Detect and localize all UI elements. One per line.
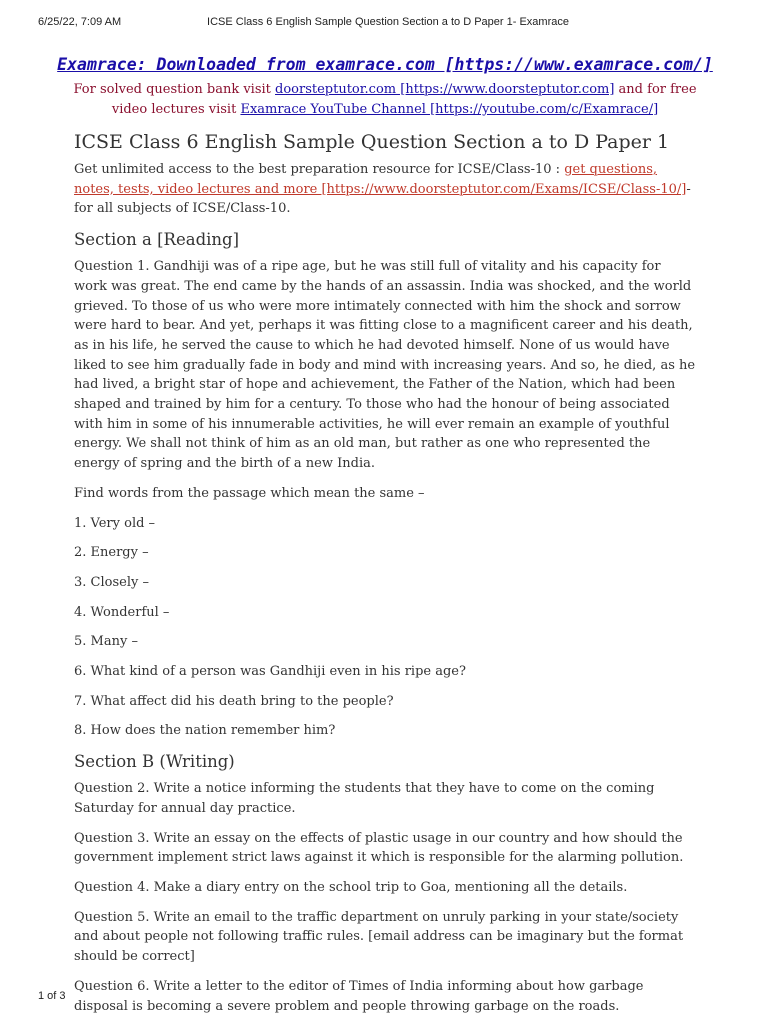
print-header [38, 16, 738, 30]
print-datetime: 6/25/22, 7:09 AM [38, 16, 122, 28]
examrace-banner-link[interactable]: Examrace: Downloaded from examrace.com [https://www.examrace.com/] [57, 55, 713, 74]
promo-text-1: For solved question bank visit [73, 82, 276, 97]
intro-text-2: - for all subjects of ICSE/Class-10. [74, 181, 691, 217]
section-b-heading: Section B (Writing) [74, 752, 235, 772]
doorsteptutor-exam-link[interactable]: get questions, notes, tests, video lectures and more [https://www.doorsteptutor.com/Exams/ICSE/Class-10/] [74, 162, 687, 197]
list-item: 1. Very old – [74, 515, 156, 531]
reading-passage: Question 1. Gandhiji was of a ripe age, but he was still full of vitality and his capacity for work was great. The end came by the hands of an assassin. India was shocked, and the world grieved. To those of us who were more intimately connected with him the shock and sorrow were hard to bear. And yet, perhaps it was fitting close to a magnificent career and his death, as in his life, he served the cause to which he had devoted himself. None of us would have liked to see him gradually fade in body and mind with increasing years. And so, he died, as he had lived, a bright star of hope and achievement, the Father of the Nation, which had been shaped and trained by him for a century. To those who had the honour of being associated with him in some of his innumerable activities, he will ever remain an example of youthful energy. We shall not think of him as an old man, but rather as one who represented the energy of spring and the birth of a new India. [74, 259, 696, 472]
intro-text-1: Get unlimited access to the best preparation resource for ICSE/Class-10 : [74, 162, 565, 177]
question-item: Question 3. Write an essay on the effects of plastic usage in our country and how should the government implement strict laws against it which is responsible for the alarming pollution. [74, 830, 684, 866]
youtube-channel-link[interactable]: Examrace YouTube Channel [https://youtube.com/c/Examrace/] [240, 102, 659, 117]
list-item: 3. Closely – [74, 574, 149, 590]
question-item: Question 6. Write a letter to the editor of Times of India informing about how garbage disposal is becoming a severe problem and people throwing garbage on the roads. [74, 978, 644, 1014]
doorsteptutor-link[interactable]: doorsteptutor.com [https://www.doorsteptutor.com] [275, 82, 615, 97]
list-item: 6. What kind of a person was Gandhiji even in his ripe age? [74, 664, 466, 680]
page-title: ICSE Class 6 English Sample Question Section a to D Paper 1 [74, 131, 670, 153]
section-a-heading: Section a [Reading] [74, 230, 240, 250]
list-item: 4. Wonderful – [74, 604, 170, 620]
print-page-title: ICSE Class 6 English Sample Question Section a to D Paper 1- Examrace [207, 16, 569, 28]
question-item: Question 4. Make a diary entry on the school trip to Goa, mentioning all the details. [74, 879, 628, 895]
promo-text [64, 80, 706, 120]
list-item: 5. Many – [74, 634, 138, 650]
list-item: 2. Energy – [74, 545, 149, 561]
list-item: 7. What affect did his death bring to the people? [74, 693, 394, 709]
document-content [57, 54, 713, 1026]
passage-instruction: Find words from the passage which mean the same – [74, 485, 425, 501]
list-item: 8. How does the nation remember him? [74, 723, 336, 739]
intro-paragraph [74, 160, 696, 219]
page-indicator: 1 of 3 [38, 990, 66, 1002]
promo-text-2: and for free video lectures visit [111, 82, 697, 117]
question-item: Question 2. Write a notice informing the students that they have to come on the coming Saturday for annual day practice. [74, 781, 655, 816]
question-item: Question 5. Write an email to the traffic department on unruly parking in your state/society and about people not following traffic rules. [email address can be imaginary but the format should be correct] [74, 909, 684, 965]
